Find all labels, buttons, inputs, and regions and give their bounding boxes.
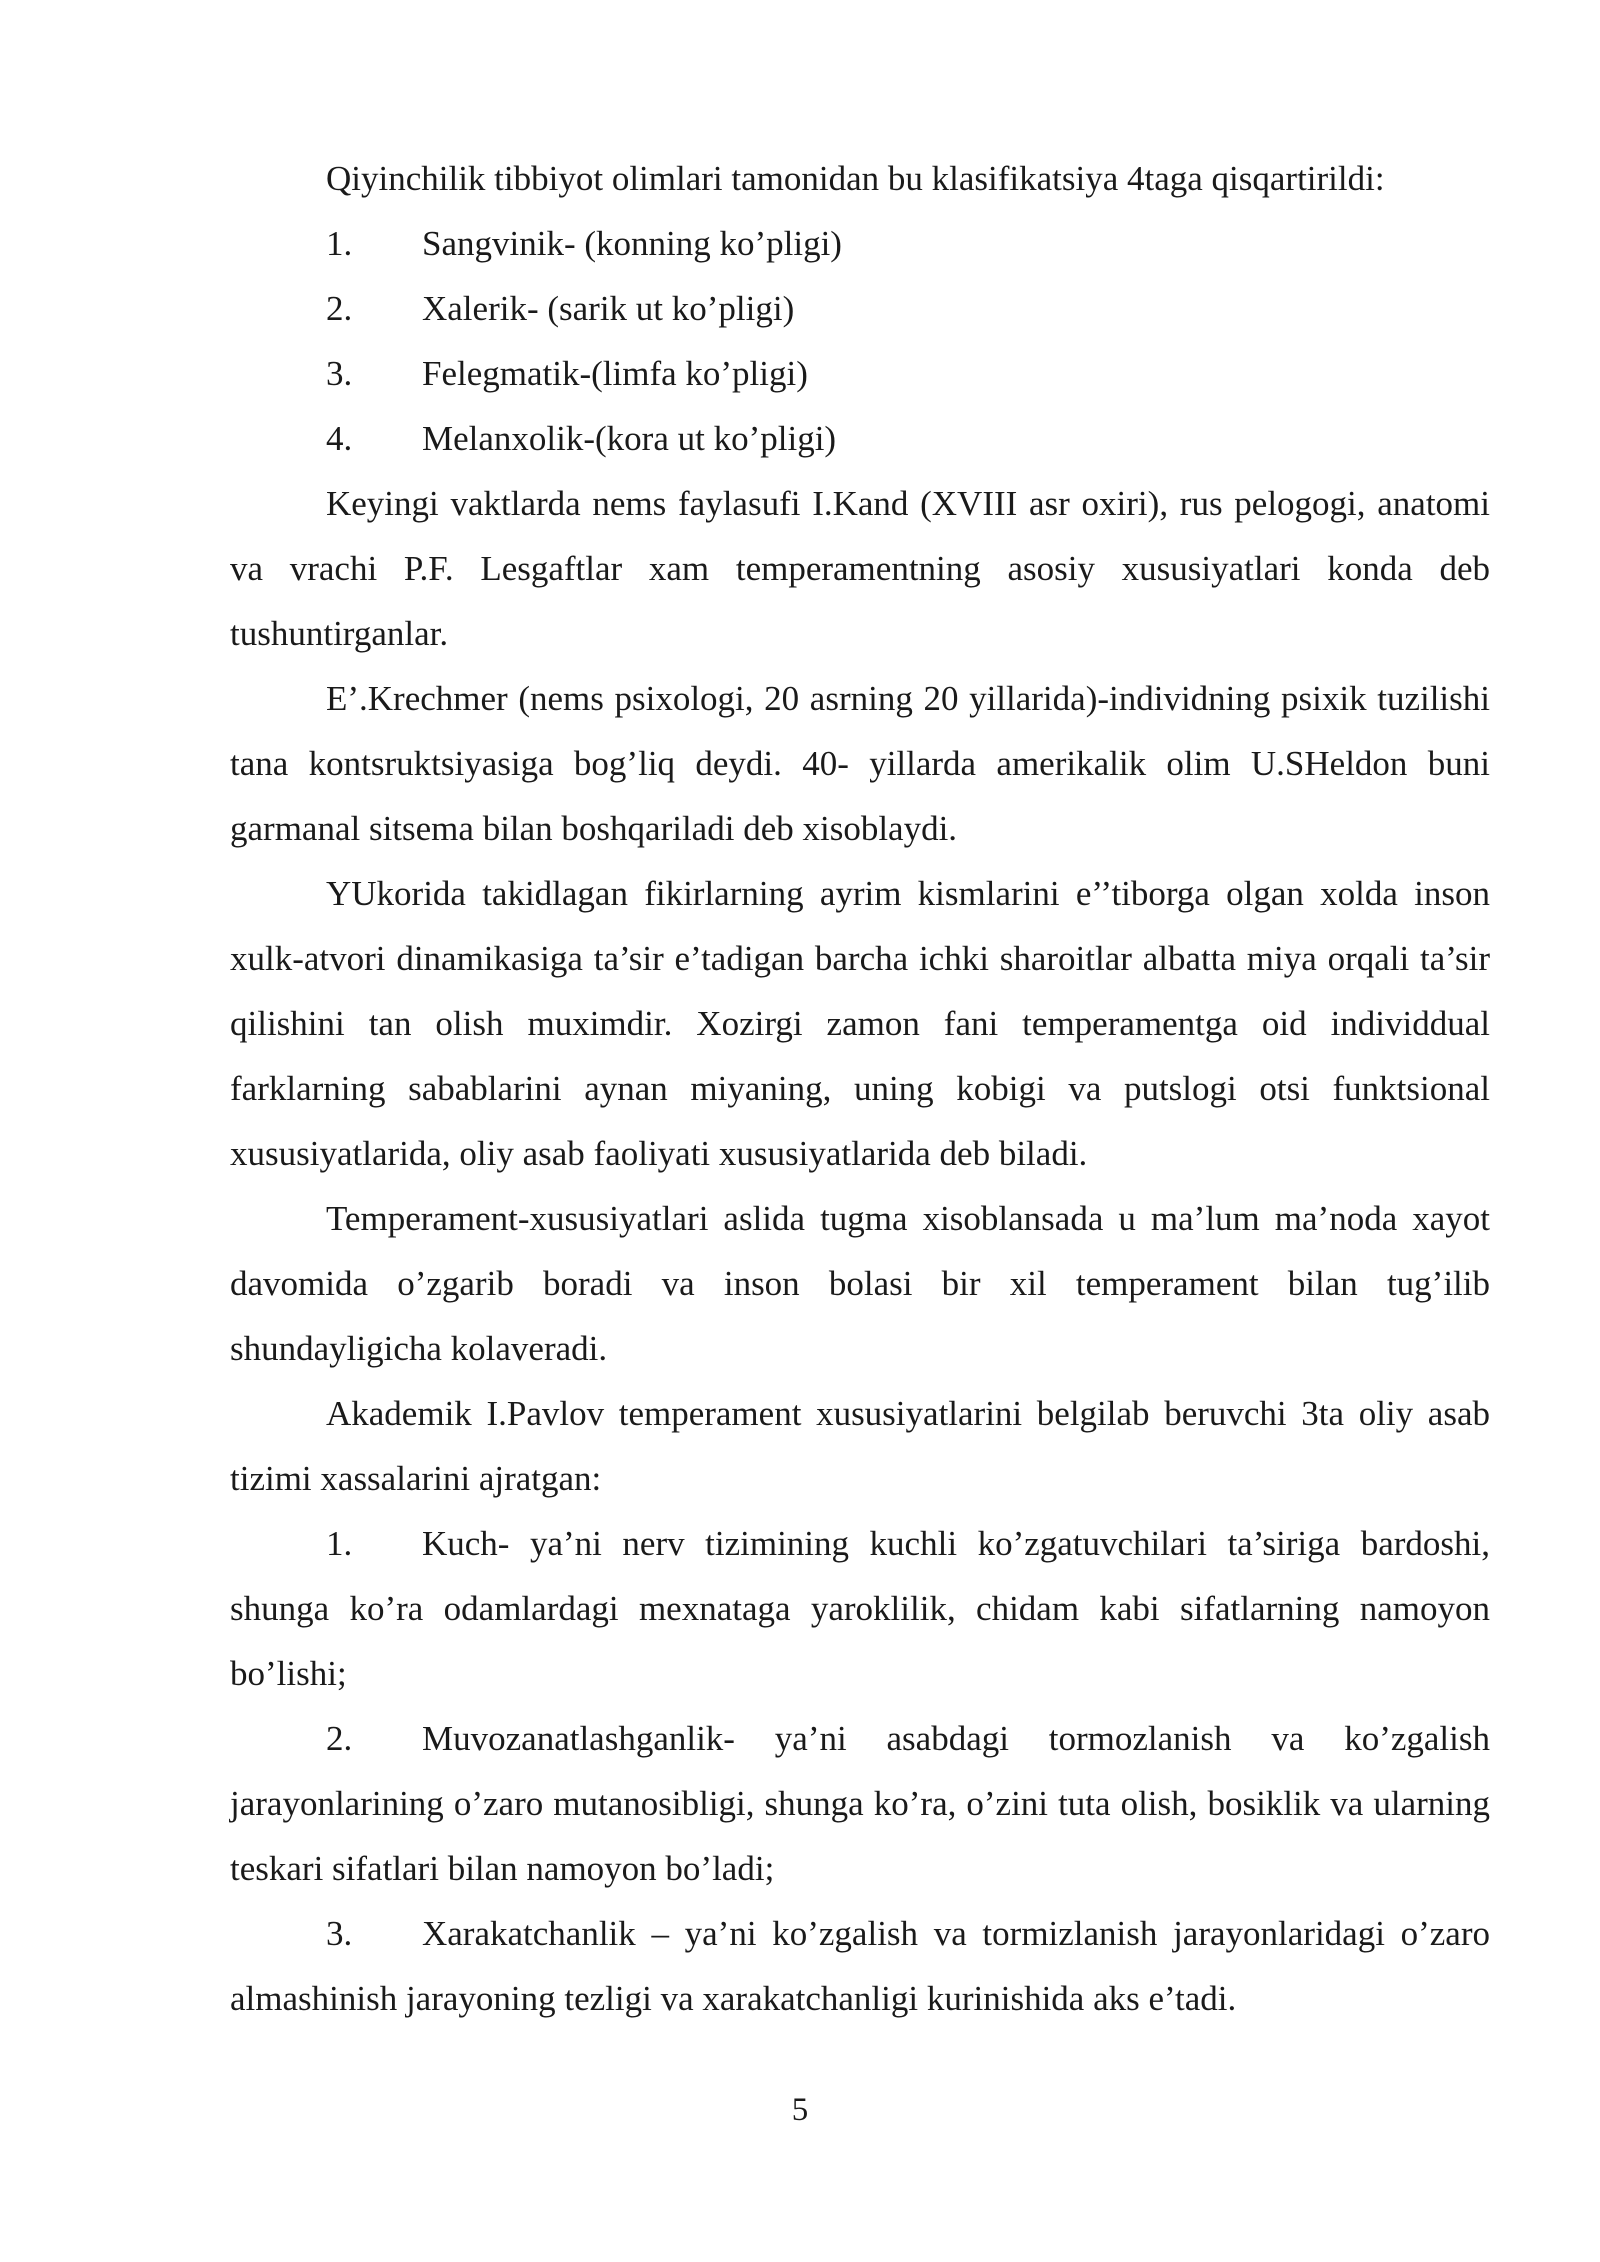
list-number: 2. [326, 289, 353, 328]
list-text: Felegmatik-(limfa ko’pligi) [422, 354, 808, 393]
properties-list [230, 1511, 1490, 2031]
list-text: Kuch- ya’ni nerv tizimining kuchli ko’zgatuvchilari ta’siriga bardoshi, shunga ko’ra odamlardagi mexnataga yaroklilik, chidam kabi sifatlarning namoyon bo’lishi; [230, 1524, 1490, 1693]
list-number: 3. [326, 1914, 353, 1953]
temperament-list [230, 211, 1490, 471]
list-item [230, 1901, 1490, 2031]
list-text: Xalerik- (sarik ut ko’pligi) [422, 289, 795, 328]
list-item [230, 341, 1490, 406]
list-text: Melanxolik-(kora ut ko’pligi) [422, 419, 837, 458]
list-number: 1. [326, 224, 353, 263]
list-item [230, 406, 1490, 471]
list-text: Muvozanatlashganlik- ya’ni asabdagi tormozlanish va ko’zgalish jarayonlarining o’zaro mutanosibligi, shunga ko’ra, o’zini tuta olish, bosiklik va ularning teskari sifatlari bilan namoyon bo’ladi; [230, 1719, 1490, 1888]
list-number: 2. [326, 1719, 353, 1758]
paragraph: E’.Krechmer (nems psixologi, 20 asrning 20 yillarida)-individning psixik tuzilishi tana kontsruktsiyasiga bog’liq deydi. 40- yillarda amerikalik olim U.SHeldon buni garmanal sitsema bilan boshqariladi deb xisoblaydi. [230, 679, 1490, 848]
list-number: 1. [326, 1524, 353, 1563]
list-item [230, 276, 1490, 341]
list-number: 3. [326, 354, 353, 393]
list-item [230, 211, 1490, 276]
list-text: Sangvinik- (konning ko’pligi) [422, 224, 842, 263]
list-item [230, 1511, 1490, 1706]
page-number: 5 [791, 2092, 809, 2128]
document-page [230, 146, 1490, 2031]
list-item [230, 1706, 1490, 1901]
list-text: Xarakatchanlik – ya’ni ko’zgalish va tormizlanish jarayonlaridagi o’zaro almashinish jarayoning tezligi va xarakatchanligi kurinishida aks e’tadi. [230, 1914, 1490, 2018]
list-number: 4. [326, 419, 353, 458]
paragraph: Keyingi vaktlarda nems faylasufi I.Kand (XVIII asr oxiri), rus pelogogi, anatomi va vrachi P.F. Lesgaftlar xam temperamentning asosiy xususiyatlari konda deb tushuntirganlar. [230, 484, 1490, 653]
paragraph: YUkorida takidlagan fikirlarning ayrim kismlarini e’’tiborga olgan xolda inson xulk-atvori dinamikasiga ta’sir e’tadigan barcha ichki sharoitlar albatta miya orqali ta’sir qilishini tan olish muximdir. Xozirgi zamon fani temperamentga oid individdual farklarning sabablarini aynan miyaning, uning kobigi va putslogi otsi funktsional xususiyatlarida, oliy asab faoliyati xususiyatlarida deb biladi. [230, 874, 1490, 1173]
paragraph: Temperament-xususiyatlari aslida tugma xisoblansada u ma’lum ma’noda xayot davomida o’zgarib boradi va inson bolasi bir xil temperament bilan tug’ilib shundayligicha kolaveradi. [230, 1199, 1490, 1368]
intro-paragraph: Qiyinchilik tibbiyot olimlari tamonidan bu klasifikatsiya 4taga qisqartirildi: [326, 159, 1385, 198]
paragraph: Akademik I.Pavlov temperament xususiyatlarini belgilab beruvchi 3ta oliy asab tizimi xassalarini ajratgan: [230, 1394, 1490, 1498]
